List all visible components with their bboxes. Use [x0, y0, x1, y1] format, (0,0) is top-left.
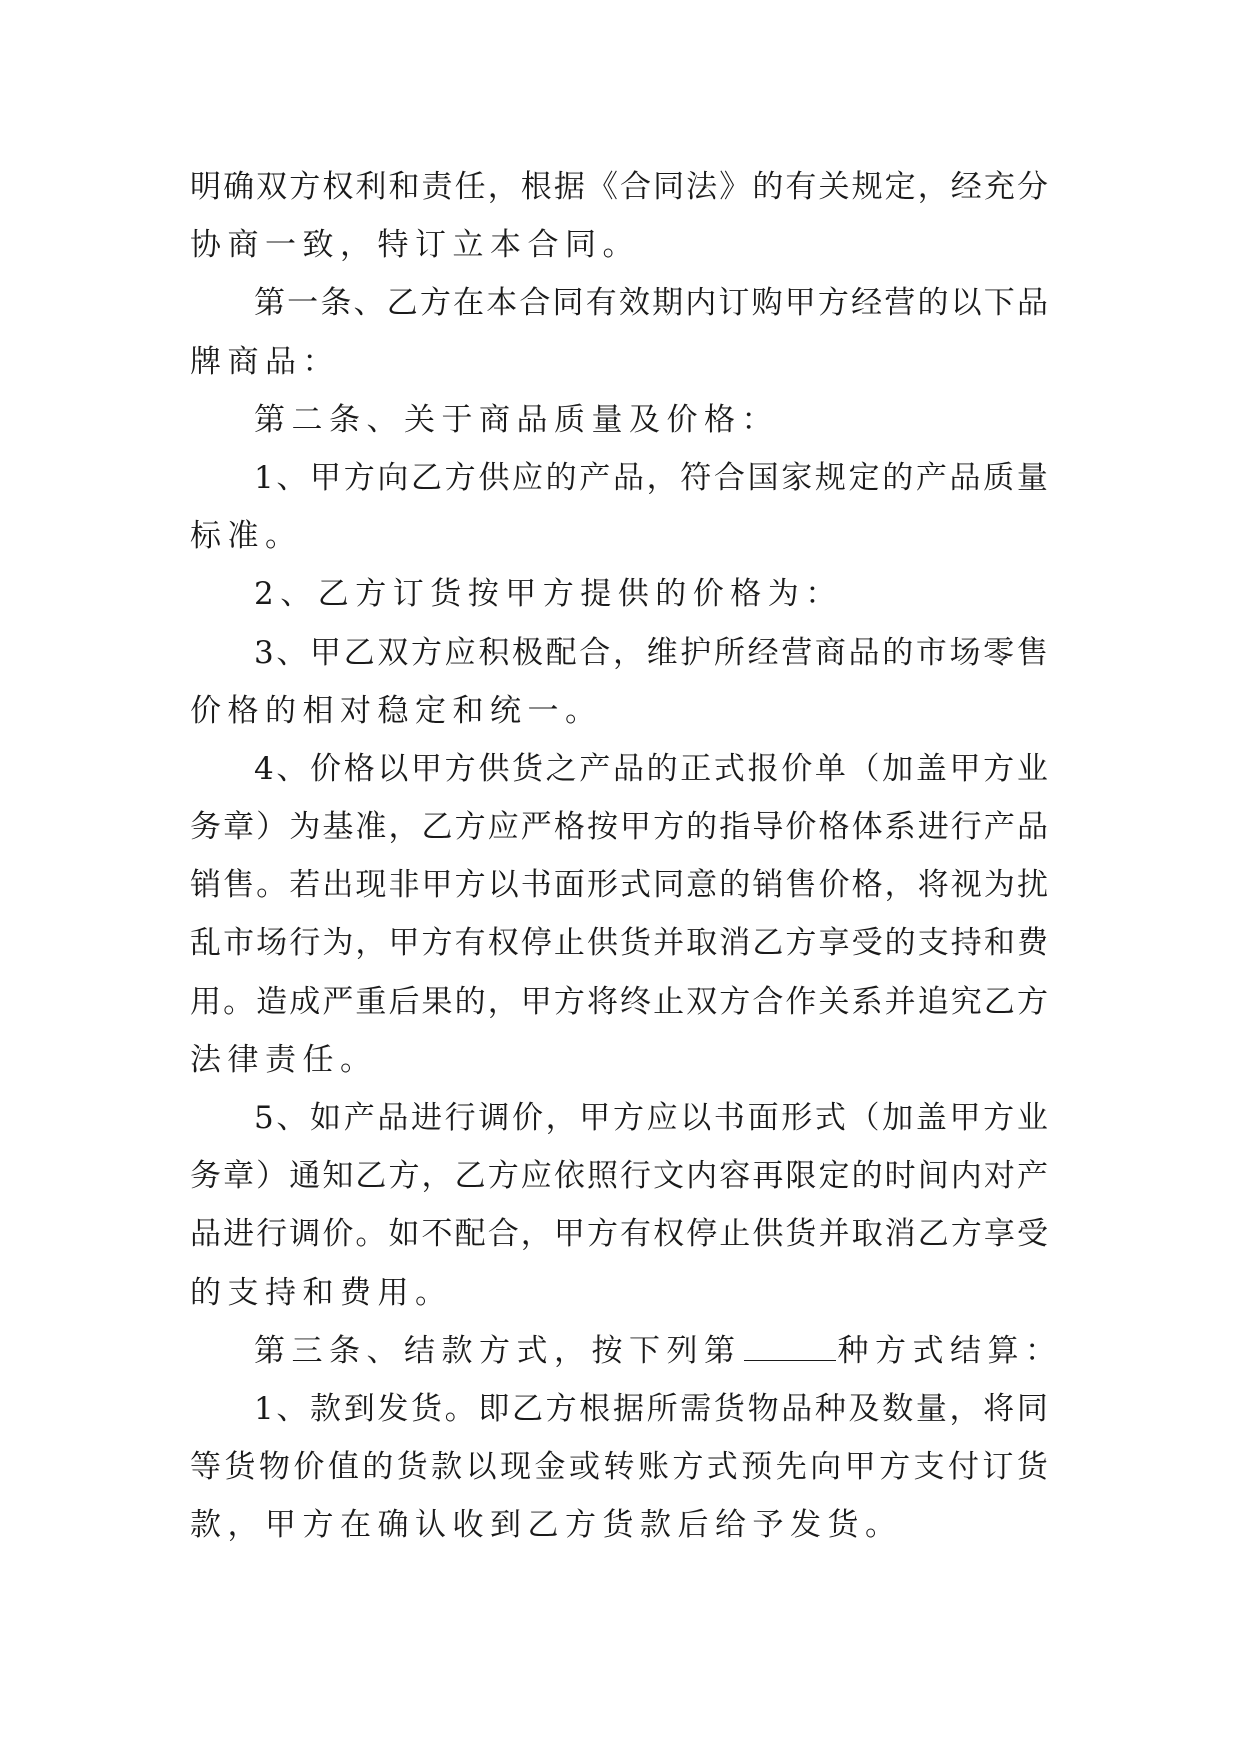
clause-2-item-3: 3 、 甲 乙 双 方 应 积 极 配 合 ， 维 护 所 经 营 商 品 的 市 场 零 售	[254, 634, 1048, 671]
clause-2-item-1: 1 、 甲 方 向 乙 方 供 应 的 产 品 ， 符 合 国 家 规 定 的 产 品 质 量	[254, 459, 1048, 496]
text-line: 品 进 行 调 价 。 如 不 配 合 ， 甲 方 有 权 停 止 供 货 并 取 消 乙 方 享 受	[190, 1216, 1048, 1253]
text-line: 等 货 物 价 值 的 货 款 以 现 金 或 转 账 方 式 预 先 向 甲 方 支 付 订 货	[190, 1449, 1048, 1486]
text-line: 务 章 ） 为 基 准 ， 乙 方 应 严 格 按 甲 方 的 指 导 价 格 体 系 进 行 产 品	[190, 809, 1048, 846]
clause-3-suffix: 种方式结算：	[837, 1332, 1063, 1369]
clause-3-item-1: 1 、 款 到 发 货 。 即 乙 方 根 据 所 需 货 物 品 种 及 数 量 ， 将 同	[254, 1390, 1048, 1427]
clause-2-heading: 第二条、关于商品质量及价格：	[254, 401, 779, 438]
text-line: 法律责任。	[190, 1041, 378, 1078]
clause-2-item-2: 2、乙方订货按甲方提供的价格为：	[254, 576, 843, 613]
text-line: 明 确 双 方 权 利 和 责 任 ， 根 据 《 合 同 法 》 的 有 关 规 定 ， 经 充 分	[190, 169, 1048, 205]
text-line: 用 。 造 成 严 重 后 果 的 ， 甲 方 将 终 止 双 方 合 作 关 系 并 追 究 乙 方	[190, 983, 1048, 1020]
clause-3-heading	[190, 1322, 1063, 1380]
clause-2-item-4: 4 、 价 格 以 甲 方 供 货 之 产 品 的 正 式 报 价 单 （ 加 盖 甲 方 业	[254, 750, 1048, 787]
clause-2-item-5: 5 、 如 产 品 进 行 调 价 ， 甲 方 应 以 书 面 形 式 （ 加 盖 甲 方 业	[254, 1100, 1048, 1136]
text-line: 乱 市 场 行 为 ， 甲 方 有 权 停 止 供 货 并 取 消 乙 方 享 受 的 支 持 和 费	[190, 925, 1048, 962]
clause-3-prefix: 第三条、结款方式，按下列第	[254, 1332, 742, 1369]
text-line: 款，甲方在确认收到乙方货款后给予发货。	[190, 1507, 903, 1544]
text-line: 标准。	[190, 518, 303, 555]
contract-body	[190, 158, 1063, 1555]
clause-1-heading: 第 一 条 、 乙 方 在 本 合 同 有 效 期 内 订 购 甲 方 经 营 的 以 下 品	[254, 285, 1048, 322]
text-line: 务 章 ） 通 知 乙 方 ， 乙 方 应 依 照 行 文 内 容 再 限 定 的 时 间 内 对 产	[190, 1158, 1048, 1195]
text-line: 价格的相对稳定和统一。	[190, 692, 603, 729]
text-line: 的支持和费用。	[190, 1274, 453, 1311]
text-line: 牌商品：	[190, 343, 340, 380]
text-line: 销 售 。 若 出 现 非 甲 方 以 书 面 形 式 同 意 的 销 售 价 格 ， 将 视 为 扰	[190, 867, 1048, 904]
text-line: 协商一致，特订立本合同。	[190, 227, 640, 264]
fill-in-blank[interactable]	[744, 1330, 836, 1361]
